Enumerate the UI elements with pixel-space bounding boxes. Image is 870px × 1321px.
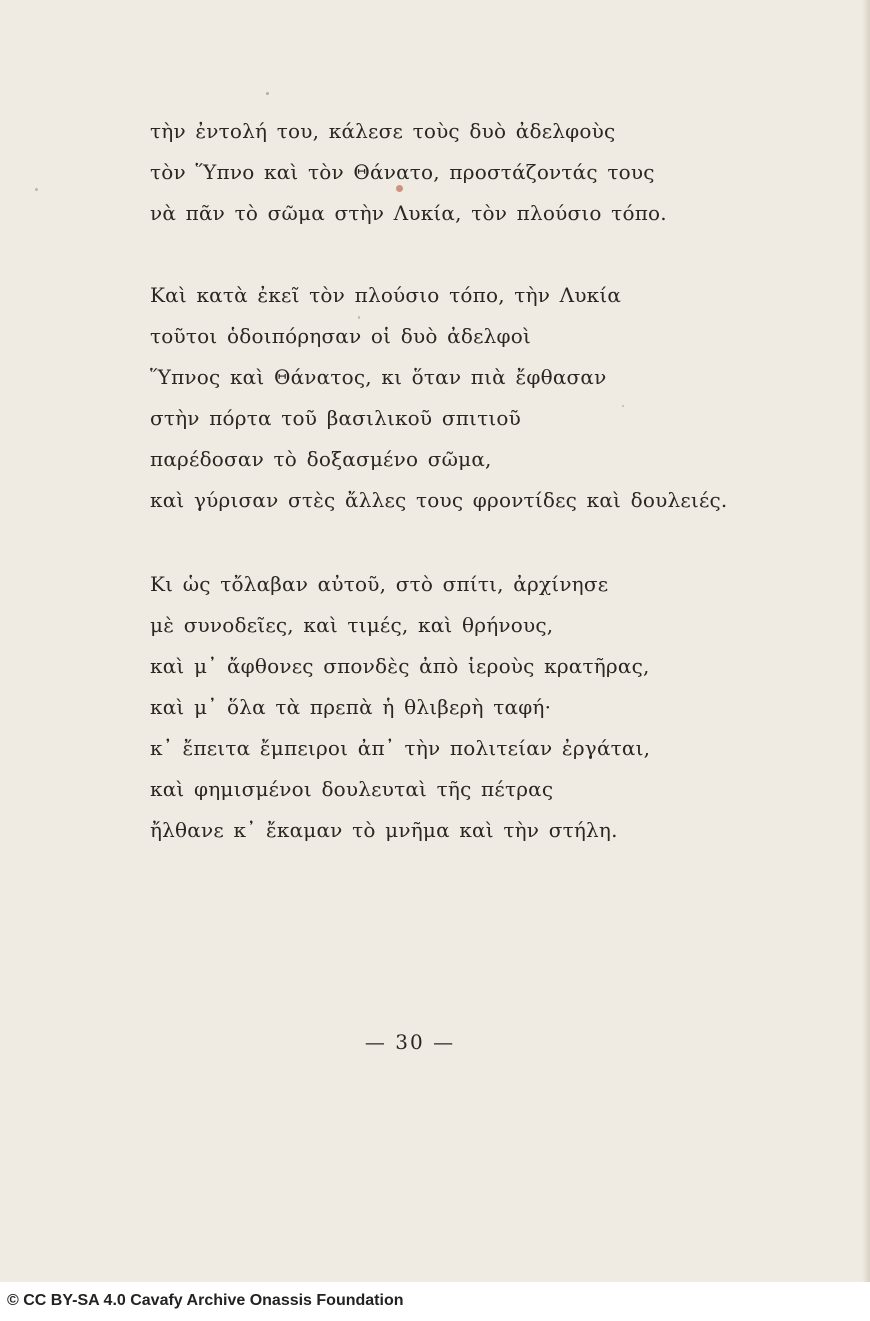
license-bar — [0, 1282, 870, 1321]
poem-line: ἤλθανε κ᾿ ἔκαμαν τὸ μνῆμα καὶ τὴν στήλη. — [150, 818, 618, 842]
poem-line: τὸν Ὕπνο καὶ τὸν Θάνατο, προστάζοντάς τους — [150, 160, 655, 184]
poem-line: καὶ φημισμένοι δουλευταὶ τῆς πέτρας — [150, 777, 554, 801]
poem-line: μὲ συνοδεῖες, καὶ τιμές, καὶ θρήνους, — [150, 613, 554, 637]
poem-line: νὰ πᾶν τὸ σῶμα στὴν Λυκία, τὸν πλούσιο τόπο. — [150, 201, 667, 225]
page-edge-shadow — [862, 0, 870, 1282]
poem-line: κ᾿ ἔπειτα ἔμπειροι ἀπ᾿ τὴν πολιτείαν ἐργάται, — [150, 736, 651, 760]
stanza-2 — [150, 275, 727, 521]
poem-line: καὶ μ᾿ ἄφθονες σπονδὲς ἀπὸ ἱεροὺς κρατῆρας, — [150, 654, 650, 678]
poem-line: Ὕπνος καὶ Θάνατος, κι ὅταν πιὰ ἔφθασαν — [150, 365, 607, 389]
paper-speck — [266, 92, 269, 95]
paper-speck — [35, 188, 38, 191]
poem-line: καὶ γύρισαν στὲς ἄλλες τους φροντίδες καὶ δουλειές. — [150, 488, 728, 512]
poem-line: τοῦτοι ὁδοιπόρησαν οἱ δυὸ ἀδελφοὶ — [150, 324, 532, 348]
poem-line: παρέδοσαν τὸ δοξασμένο σῶμα, — [150, 447, 492, 471]
poem-line: Καὶ κατὰ ἐκεῖ τὸν πλούσιο τόπο, τὴν Λυκία — [150, 283, 622, 307]
poem-line: στὴν πόρτα τοῦ βασιλικοῦ σπιτιοῦ — [150, 406, 521, 430]
poem-line: τὴν ἐντολή του, κάλεσε τοὺς δυὸ ἀδελφοὺς — [150, 119, 616, 143]
poem-line: Κι ὡς τὄλαβαν αὐτοῦ, στὸ σπίτι, ἀρχίνησε — [150, 572, 609, 596]
stanza-1 — [150, 111, 667, 234]
page-number: — 30 — — [364, 1030, 456, 1054]
license-credit[interactable]: © CC BY-SA 4.0 Cavafy Archive Onassis Foundation — [7, 1292, 404, 1309]
poem-line: καὶ μ᾿ ὅλα τὰ πρεπὰ ἡ θλιβερὴ ταφή· — [150, 695, 552, 719]
stanza-3 — [150, 564, 650, 851]
